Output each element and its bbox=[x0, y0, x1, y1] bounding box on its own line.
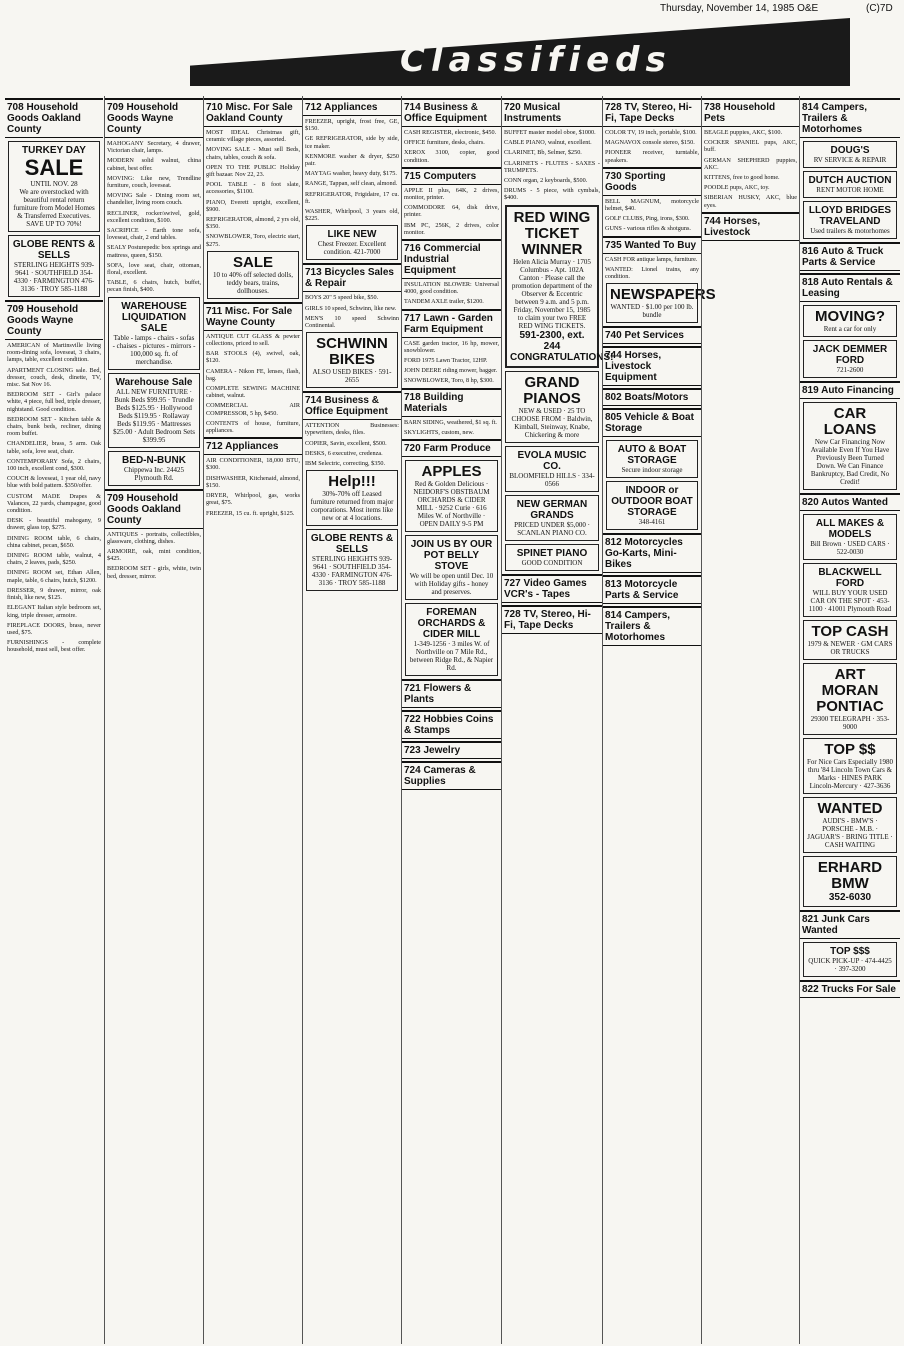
ad-body: New Car Financing Now Available Even If You Have Previously Been Turned Down. We Can Finance Bankruptcy, Bad Credit, No Credit! bbox=[810, 438, 890, 486]
classified-ad: COLOR TV, 19 inch, portable, $100. bbox=[605, 129, 697, 136]
display-ad bbox=[108, 373, 200, 448]
classified-ad: RECLINER, rocker/swivel, gold, excellent condition, $100. bbox=[107, 209, 201, 224]
classified-ad: BARN SIDING, weathered, $1 sq. ft. bbox=[404, 418, 497, 426]
ad-title: INDOOR or OUTDOOR BOAT STORAGE bbox=[611, 485, 693, 519]
section-heading: 813 Motorcycle Parts & Service bbox=[603, 575, 701, 604]
classified-ad: OPEN TO THE PUBLIC Holiday gift bazaar. Nov 22, 23. bbox=[206, 163, 300, 179]
ad-title: BLACKWELL FORD bbox=[818, 567, 882, 589]
classified-ad: SNOWBLOWER, Toro, electric start, $275. bbox=[206, 233, 300, 248]
section-heading: 710 Misc. For Sale Oakland County bbox=[204, 98, 302, 127]
ad-title: TOP $$$ bbox=[830, 946, 870, 957]
section-heading: 727 Video Games VCR's - Tapes bbox=[502, 574, 602, 603]
display-ad bbox=[306, 470, 398, 526]
display-ad bbox=[8, 141, 100, 232]
ad-body: Red & Golden Delicious · NEIDORF'S OBSTBAUM ORCHARDS & CIDER MILL · 9252 Curie · 616 Miles W. of Northville · OPEN DAILY 9-5 PM bbox=[413, 480, 490, 529]
display-ad bbox=[803, 856, 897, 907]
ad-title: CAR LOANS bbox=[823, 405, 877, 438]
ad-body: STERLING HEIGHTS 939-9641 · SOUTHFIELD 354-4330 · FARMINGTON 476-3136 · TROY 585-1188 bbox=[13, 261, 95, 293]
section-heading: 805 Vehicle & Boat Storage bbox=[603, 408, 701, 437]
display-ad bbox=[108, 451, 200, 486]
ad-title: SALE bbox=[232, 253, 273, 271]
section-heading: 724 Cameras & Supplies bbox=[402, 761, 501, 790]
section-heading: 735 Wanted To Buy bbox=[603, 236, 701, 254]
ad-body: Secure indoor storage bbox=[621, 466, 683, 475]
ad-title: DOUG'S bbox=[830, 145, 870, 156]
ad-body: RENT MOTOR HOME bbox=[816, 186, 884, 194]
section-heading: 720 Farm Produce bbox=[402, 439, 501, 457]
classified-ad: DRYER, Whirlpool, gas, works great, $75. bbox=[206, 492, 300, 507]
classified-ad: SOFA, love seat, chair, ottoman, floral, excellent. bbox=[107, 261, 201, 277]
classified-ad: ANTIQUE CUT GLASS & pewter collections, priced to sell. bbox=[206, 332, 300, 348]
section-heading: 819 Auto Financing bbox=[800, 381, 900, 399]
classified-ad: COMMODORE 64, disk drive, printer. bbox=[404, 204, 499, 219]
section-heading: 714 Business & Office Equipment bbox=[402, 98, 501, 127]
display-ad bbox=[306, 225, 398, 260]
classified-ad: CHANDELIER, brass, 5 arm. Oak table, sofa, love seat, chair. bbox=[7, 440, 101, 455]
column-2 bbox=[104, 96, 203, 1344]
ad-body: 29300 TELEGRAPH · 353-9000 bbox=[810, 715, 890, 731]
ad-body: Used trailers & motorhomes bbox=[810, 227, 890, 235]
classified-ad: CABLE PIANO, walnut, excellent. bbox=[504, 139, 592, 147]
classified-ad: GERMAN SHEPHERD puppies, AKC. bbox=[704, 156, 797, 171]
ad-title: ART MORAN PONTIAC bbox=[816, 666, 884, 715]
classified-ad: DRUMS - 5 piece, with cymbals, $400. bbox=[504, 187, 600, 202]
classified-ad: AIR CONDITIONER, 18,000 BTU, $300. bbox=[206, 457, 300, 472]
section-heading: 744 Horses, Livestock Equipment bbox=[603, 346, 701, 386]
classified-ad: CASH REGISTER, electronic, $450. bbox=[404, 129, 497, 136]
classified-ad: POODLE pups, AKC, toy. bbox=[704, 184, 770, 192]
classified-ad: BUFFET master model oboe, $1000. bbox=[504, 129, 596, 136]
classified-ad: WANTED: Lionel trains, any condition. bbox=[605, 265, 699, 281]
classified-ad: MOST IDEAL Christmas gift, ceramic village pieces, assorted. bbox=[206, 129, 300, 144]
classified-ad: FIREPLACE DOORS, brass, never used, $75. bbox=[7, 621, 101, 636]
classified-ad: MAHOGANY Secretary, 4 drawer, Victorian chair, lamps. bbox=[107, 140, 201, 155]
classified-ad: CONN organ, 2 keyboards, $500. bbox=[504, 177, 588, 185]
column-6 bbox=[501, 96, 614, 1344]
ad-body: WILL BUY YOUR USED CAR ON THE SPOT · 453-1100 · 41001 Plymouth Road bbox=[808, 589, 892, 613]
column-4 bbox=[302, 96, 401, 1344]
section-heading: 708 Household Goods Oakland County bbox=[5, 98, 103, 138]
classified-ad: SEALY Posturepedic box springs and mattress, queen, $150. bbox=[107, 244, 201, 259]
classified-ad: COMMERCIAL AIR COMPRESSOR, 5 hp, $450. bbox=[206, 402, 300, 417]
display-ad bbox=[306, 332, 398, 388]
section-heading: 716 Commercial Industrial Equipment bbox=[402, 239, 501, 279]
classified-ad: POOL TABLE - 8 foot slate, accessories, $1100. bbox=[206, 181, 300, 196]
ad-title: JOIN US BY OUR POT BELLY STOVE bbox=[410, 539, 493, 573]
classified-ad: DINING ROOM set, Ethan Allen, maple, table, 6 chairs, hutch, $1200. bbox=[7, 569, 101, 584]
ad-title: LLOYD BRIDGES TRAVELAND bbox=[808, 205, 892, 227]
ad-title: Help!!! bbox=[328, 473, 376, 491]
section-heading: 740 Pet Services bbox=[603, 326, 701, 344]
display-ad bbox=[108, 297, 200, 370]
display-ad bbox=[505, 544, 599, 571]
ad-title: TOP $$ bbox=[824, 741, 876, 758]
ad-body: Chest Freezer. Excellent condition. 421-7000 bbox=[317, 240, 387, 257]
section-heading: 818 Auto Rentals & Leasing bbox=[800, 273, 900, 302]
ad-title: JACK DEMMER FORD bbox=[812, 344, 888, 366]
section-heading: 709 Household Goods Wayne County bbox=[5, 300, 103, 340]
section-heading: 713 Bicycles Sales & Repair bbox=[303, 263, 401, 292]
display-ad bbox=[803, 305, 897, 337]
ad-body: Table - lamps - chairs - sofas - chaises - pictures - mirrors - 100,000 sq. ft. of merchandise. bbox=[112, 333, 196, 366]
classified-ad: GIRLS 10 speed, Schwinn, like new. bbox=[305, 304, 397, 312]
section-heading: 816 Auto & Truck Parts & Service bbox=[800, 242, 900, 271]
section-heading: 738 Household Pets bbox=[702, 98, 799, 127]
classified-ad: IBM Selectric, correcting, $350. bbox=[305, 460, 386, 468]
ad-body: ALSO USED BIKES · 591-2655 bbox=[312, 368, 392, 385]
classified-ad: BOYS 20" 5 speed bike, $50. bbox=[305, 294, 379, 302]
display-ad bbox=[803, 340, 897, 378]
section-heading: 744 Horses, Livestock bbox=[702, 212, 799, 241]
classified-ad: TANDEM AXLE trailer, $1200. bbox=[404, 298, 484, 306]
ad-headline: SALE bbox=[24, 155, 84, 180]
column-9 bbox=[799, 96, 900, 1344]
ad-body: AUDI'S - BMW'S · PORSCHE - M.B. · JAGUAR'S · BRING TITLE · CASH WAITING bbox=[807, 817, 893, 849]
ad-body: ALL NEW FURNITURE · Bunk Beds $99.95 · Trundle Beds $125.95 · Hollywood Beds $119.95 · Rollaway Beds $119.95 · Mattresses $25.00 · Adult Bedroom Sets $399.95 bbox=[113, 387, 195, 444]
ad-title: BED-N-BUNK bbox=[122, 454, 186, 466]
classified-ad: MOVING: Like new, Trendline furniture, couch, loveseat. bbox=[107, 174, 201, 190]
section-heading: 711 Misc. For Sale Wayne County bbox=[204, 302, 302, 331]
display-ad bbox=[803, 738, 897, 794]
section-heading: 730 Sporting Goods bbox=[603, 167, 701, 196]
display-ad bbox=[803, 514, 897, 560]
section-heading: 821 Junk Cars Wanted bbox=[800, 910, 900, 939]
classified-ad: COMPLETE SEWING MACHINE cabinet, walnut. bbox=[206, 385, 300, 400]
ad-title: ERHARD BMW bbox=[817, 859, 883, 892]
page-number: (C)7D bbox=[866, 3, 893, 14]
ad-body: WANTED · $1.00 per 100 lb. bundle bbox=[610, 303, 694, 320]
classified-ad: IBM PC, 256K, 2 drives, color monitor. bbox=[404, 221, 499, 236]
section-heading: 728 TV, Stereo, Hi-Fi, Tape Decks bbox=[502, 605, 602, 634]
ad-title: AUTO & BOAT STORAGE bbox=[617, 444, 687, 467]
ad-title: WAREHOUSE LIQUIDATION SALE bbox=[121, 300, 187, 334]
classified-ad: CLARINET, Bb, Selmer, $250. bbox=[504, 149, 582, 157]
display-ad bbox=[606, 440, 698, 478]
classified-ad: CONTEMPORARY Sofa, 2 chairs, 100 inch, excellent cond, $300. bbox=[7, 457, 101, 473]
display-ad bbox=[606, 283, 716, 323]
display-ad bbox=[405, 460, 498, 532]
display-ad bbox=[803, 201, 897, 239]
classified-ad: JOHN DEERE riding mower, bagger. bbox=[404, 367, 498, 375]
classified-ad: FURNISHINGS - complete household, must sell, best offer. bbox=[7, 639, 101, 654]
classified-ad: DRESSER, 9 drawer, mirror, oak finish, like new, $125. bbox=[7, 586, 101, 602]
column-3 bbox=[203, 96, 302, 1344]
ad-body: For Nice Cars Especially 1980 thru '84 Lincoln Town Cars & Marks · HINES PARK Lincoln-Mercury · 427-3636 bbox=[807, 758, 893, 790]
ad-title: NEWSPAPERS bbox=[610, 286, 716, 304]
section-heading: 812 Motorcycles Go-Karts, Mini-Bikes bbox=[603, 533, 701, 573]
classified-ad: MEN'S 10 speed Schwinn Continental. bbox=[305, 314, 399, 330]
section-heading: 709 Household Goods Oakland County bbox=[105, 489, 203, 529]
ad-title: APPLES bbox=[421, 463, 482, 481]
classified-ad: BEAGLE puppies, AKC, $100. bbox=[704, 129, 783, 136]
classified-ad: BEDROOM SET - Kitchen table & chairs, bunk beds, recliner, dining room buffet. bbox=[7, 415, 101, 438]
classified-ad: MAYTAG washer, heavy duty, $175. bbox=[305, 170, 397, 178]
ad-body: RV SERVICE & REPAIR bbox=[813, 156, 887, 164]
classified-ad: CUSTOM MADE Drapes & Valances, 22 yards, champagne, good condition. bbox=[7, 492, 101, 515]
classified-ad: DINING ROOM table, 6 chairs, china cabinet, pecan, $650. bbox=[7, 534, 101, 549]
classified-ad: KENMORE washer & dryer, $250 pair. bbox=[305, 152, 399, 168]
classified-ad: SNOWBLOWER, Toro, 8 hp, $300. bbox=[404, 377, 494, 385]
classified-ad: FORD 1975 Lawn Tractor, 12HP. bbox=[404, 357, 488, 365]
classified-ad: APPLE II plus, 64K, 2 drives, monitor, printer. bbox=[404, 186, 499, 202]
ad-title: DUTCH AUCTION bbox=[808, 175, 892, 186]
section-heading: 814 Campers, Trailers & Motorhomes bbox=[800, 98, 900, 138]
column-8 bbox=[701, 96, 799, 1344]
display-ad bbox=[505, 495, 599, 541]
classified-ad: CAMERA - Nikon FE, lenses, flash, bag. bbox=[206, 367, 300, 382]
ad-title: FOREMAN ORCHARDS & CIDER MILL bbox=[417, 607, 486, 641]
classifieds-columns bbox=[5, 96, 899, 1344]
section-heading: 714 Business & Office Equipment bbox=[303, 391, 401, 420]
classified-ad: ARMOIRE, oak, mint condition, $425. bbox=[107, 548, 201, 563]
classified-ad: AMERICAN of Martinsville living room-dining sofa, loveseat, 3 chairs, lamps, table, excellent condition. bbox=[7, 342, 101, 364]
display-ad bbox=[505, 205, 614, 368]
section-heading: 720 Musical Instruments bbox=[502, 98, 602, 127]
classified-ad: XEROX 3100, copier, good condition. bbox=[404, 149, 499, 164]
classified-ad: INSULATION BLOWER: Universal 4000, good condition. bbox=[404, 281, 499, 296]
display-ad bbox=[505, 371, 599, 443]
ad-body: 30%-70% off Leased furniture returned from major corporations. Most items like new or at 4 locations. bbox=[310, 490, 394, 523]
classified-ad: ELEGANT Italian style bedroom set, king, triple dresser, armoire. bbox=[7, 604, 101, 619]
display-ad bbox=[803, 663, 897, 735]
classified-ad: DINING ROOM table, walnut, 4 chairs, 2 leaves, pads, $250. bbox=[7, 552, 101, 567]
ad-title: Warehouse Sale bbox=[115, 376, 193, 388]
display-ad bbox=[8, 235, 100, 297]
ad-title: GRAND PIANOS bbox=[523, 373, 581, 407]
classified-ad: BAR STOOLS (4), swivel, oak, $120. bbox=[206, 350, 300, 365]
classified-ad: GE REFRIGERATOR, side by side, ice maker. bbox=[305, 135, 399, 150]
ad-body: QUICK PICK-UP · 474-4425 · 397-3200 bbox=[808, 957, 892, 973]
section-heading: 709 Household Goods Wayne County bbox=[105, 98, 203, 138]
section-heading: 721 Flowers & Plants bbox=[402, 679, 501, 708]
ad-title: MOVING? bbox=[815, 308, 885, 325]
classified-ad: RANGE, Tappan, self clean, almond. bbox=[305, 180, 398, 188]
classified-ad: FREEZER, upright, frost free, GE, $150. bbox=[305, 118, 399, 133]
ad-body: We will be open until Dec. 10 with Holiday gifts - honey and preserves. bbox=[409, 572, 494, 597]
ad-body: Bill Brown · USED CARS · 522-0030 bbox=[810, 540, 890, 556]
display-ad bbox=[306, 529, 398, 591]
classified-ad: KITTENS, free to good home. bbox=[704, 174, 780, 182]
classified-ad: SKYLIGHTS, custom, new. bbox=[404, 428, 474, 436]
section-heading: 723 Jewelry bbox=[402, 741, 501, 759]
ad-body: Chippewa Inc. 24425 Plymouth Rd. bbox=[123, 465, 185, 482]
section-heading: 712 Appliances bbox=[204, 437, 302, 455]
page-header bbox=[0, 0, 904, 18]
classified-ad: GUNS - various rifles & shotguns. bbox=[605, 225, 691, 233]
ad-tagline: CONGRATULATIONS! bbox=[510, 351, 614, 363]
display-ad bbox=[606, 481, 698, 530]
classified-ad: FREEZER, 15 cu. ft. upright, $125. bbox=[206, 509, 295, 517]
classified-ad: COPIER, Savin, excellent, $500. bbox=[305, 439, 387, 447]
section-heading: 820 Autos Wanted bbox=[800, 493, 900, 511]
ad-title: TOP CASH bbox=[811, 623, 889, 640]
ad-title: ALL MAKES & MODELS bbox=[815, 518, 885, 540]
display-ad bbox=[405, 535, 498, 600]
classified-ad: ANTIQUES - portraits, collectibles, glassware, clothing, dishes. bbox=[107, 530, 201, 545]
ad-body: Helen Alicia Murray · 1705 Columbus - Apt. 102A Canton · Please call the promotion department of the Observer & Eccentric between 9 a.m. and 5 p.m. Friday, November 15, 1985 to claim your two FREE RED WING TICKETS. bbox=[511, 257, 593, 330]
display-ad bbox=[803, 402, 897, 490]
ad-title: EVOLA MUSIC CO. bbox=[517, 449, 587, 472]
section-heading: 722 Hobbies Coins & Stamps bbox=[402, 710, 501, 739]
ad-body: 1-349-1256 · 3 miles W. of Northville on 7 Mile Rd., between Ridge Rd., & Napier Rd. bbox=[409, 640, 494, 673]
ad-subtitle: UNTIL NOV. 28 bbox=[30, 180, 78, 188]
classified-ad: REFRIGERATOR, Frigidaire, 17 cu. ft. bbox=[305, 190, 399, 205]
ad-title: NEW GERMAN GRANDS bbox=[516, 498, 588, 521]
ad-title: SCHWINN BIKES bbox=[316, 335, 388, 369]
display-ad bbox=[803, 171, 897, 198]
classified-ad: COUCH & loveseat, 1 year old, navy blue with bold pattern. $350/offer. bbox=[7, 475, 101, 490]
ad-title: GLOBE RENTS & SELLS bbox=[310, 533, 394, 556]
ad-title: SPINET PIANO bbox=[516, 547, 588, 559]
display-ad bbox=[207, 251, 299, 299]
ad-body: 352-6030 bbox=[828, 892, 872, 903]
section-heading: 814 Campers, Trailers & Motorhomes bbox=[603, 606, 701, 646]
section-heading: 802 Boats/Motors bbox=[603, 388, 701, 406]
ad-body: 10 to 40% off selected dolls, teddy bears, trains, dollhouses. bbox=[213, 270, 293, 295]
classified-ad: MAGNAVOX console stereo, $150. bbox=[605, 139, 695, 147]
classified-ad: MOVING Sale - Dining room set, chandelier, living room couch. bbox=[107, 192, 201, 207]
classified-ad: CASH FOR antique lamps, furniture. bbox=[605, 255, 698, 263]
ad-body: BLOOMFIELD HILLS · 334-0566 bbox=[509, 471, 595, 488]
display-ad bbox=[405, 603, 498, 676]
classified-ad: CLARINETS - FLUTES - SAXES - TRUMPETS. bbox=[504, 159, 600, 174]
classified-ad: CONTENTS of house, furniture, appliances. bbox=[206, 419, 300, 435]
section-heading: 822 Trucks For Sale bbox=[800, 980, 900, 998]
classified-ad: BEDROOM SET - girls, white, twin bed, dresser, mirror. bbox=[107, 565, 201, 580]
display-ad bbox=[803, 141, 897, 168]
classified-ad: ATTENTION Businesses: typewriters, desks, files. bbox=[305, 422, 399, 437]
column-7 bbox=[602, 96, 716, 1344]
classified-ad: CASE garden tractor, 16 hp, mower, snowblower. bbox=[404, 339, 499, 354]
ad-body: 721-2600 bbox=[836, 366, 864, 374]
ad-title: LIKE NEW bbox=[327, 229, 377, 241]
display-ad bbox=[505, 446, 599, 492]
section-heading: 715 Computers bbox=[402, 167, 501, 185]
display-ad bbox=[803, 942, 897, 977]
classified-ad: SACRIFICE - Earth tone sofa, loveseat, chair, 2 end tables. bbox=[107, 227, 201, 242]
ad-title: RED WING TICKET WINNER bbox=[513, 208, 591, 258]
section-heading: 718 Building Materials bbox=[402, 388, 501, 417]
classified-ad: DESK - beautiful mahogany, 9 drawer, glass top, $275. bbox=[7, 517, 101, 532]
classified-ad: BELL MAGNUM, motorcycle helmet, $40. bbox=[605, 197, 699, 213]
ad-body: We are overstocked with beautiful rental return furniture from Model Homes & Transferred Executives. SAVE UP TO 70%! bbox=[13, 188, 95, 228]
ad-body: STERLING HEIGHTS 939-9641 · SOUTHFIELD 354-4330 · FARMINGTON 476-3136 · TROY 585-1188 bbox=[311, 555, 393, 588]
section-heading: 717 Lawn - Garden Farm Equipment bbox=[402, 309, 501, 338]
ad-body: NEW & USED · 25 TO CHOOSE FROM · Baldwin, Kimball, Steinway, Knabe, Chickering & more bbox=[511, 406, 593, 439]
classified-ad: MODERN solid walnut, china cabinet, best offer. bbox=[107, 157, 201, 172]
classified-ad: COCKER SPANIEL pups, AKC, buff. bbox=[704, 139, 797, 154]
classified-ad: GOLF CLUBS, Ping, irons, $300. bbox=[605, 215, 690, 223]
column-5 bbox=[401, 96, 501, 1344]
ad-body: PRICED UNDER $5,000 · SCANLAN PIANO CO. bbox=[514, 520, 590, 537]
classified-ad: TABLE, 6 chairs, hutch, buffet, pecan finish, $400. bbox=[107, 279, 201, 294]
section-heading: 728 TV, Stereo, Hi-Fi, Tape Decks bbox=[603, 98, 701, 127]
section-heading: 712 Appliances bbox=[303, 98, 401, 116]
classified-ad: WASHER, Whirlpool, 3 years old, $225. bbox=[305, 208, 399, 223]
masthead-title: Classifieds bbox=[400, 40, 672, 80]
classified-ad: REFRIGERATOR, almond, 2 yrs old, $350. bbox=[206, 216, 300, 231]
classified-ad: SIBERIAN HUSKY, AKC, blue eyes. bbox=[704, 194, 797, 209]
classified-ad: MOVING SALE - Must sell Beds, chairs, tables, couch & sofa. bbox=[206, 146, 300, 161]
ad-title: TURKEY DAY bbox=[22, 145, 86, 156]
issue-date: Thursday, November 14, 1985 O&E bbox=[660, 3, 819, 14]
ad-body: 1979 & NEWER · GM CARS OR TRUCKS bbox=[807, 640, 893, 656]
ad-title: GLOBE RENTS & SELLS bbox=[12, 239, 96, 261]
ad-body: 348-4161 bbox=[638, 518, 666, 527]
classified-ad: PIONEER receiver, turntable, speakers. bbox=[605, 149, 699, 164]
classified-ad: PIANO, Everett upright, excellent, $900. bbox=[206, 198, 300, 213]
classified-ad: APARTMENT CLOSING sale. Bed, dresser, couch, desk, dinette, TV, misc. Sat Nov 16. bbox=[7, 366, 101, 389]
display-ad bbox=[803, 620, 897, 660]
classified-ad: OFFICE furniture, desks, chairs. bbox=[404, 139, 485, 147]
classified-ad: DESKS, 6 executive, credenza. bbox=[305, 449, 383, 457]
ad-phone: 591-2300, ext. 244 bbox=[519, 329, 585, 352]
classified-ad: DISHWASHER, Kitchenaid, almond, $150. bbox=[206, 474, 300, 489]
ad-body: GOOD CONDITION bbox=[521, 558, 583, 567]
ad-title: WANTED bbox=[817, 800, 883, 817]
display-ad bbox=[803, 797, 897, 853]
column-1 bbox=[5, 96, 103, 1344]
ad-body: Rent a car for only bbox=[823, 325, 877, 333]
display-ad bbox=[803, 563, 897, 617]
classified-ad: BEDROOM SET - Girl's palace white, 4 piece, full bed, triple dresser, nightstand. Good condition. bbox=[7, 391, 101, 413]
